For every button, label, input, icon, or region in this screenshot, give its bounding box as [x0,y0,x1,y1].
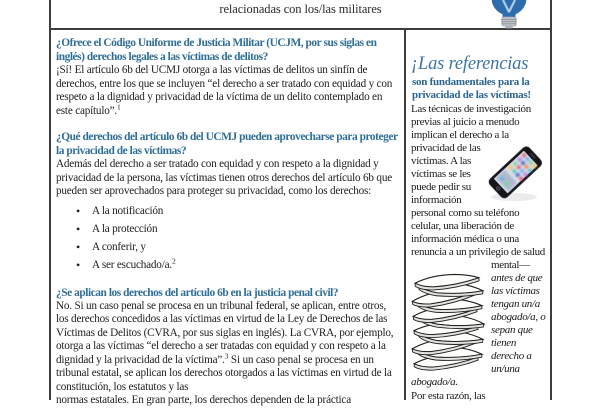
bullet-item-text: A ser escuchado/a. [92,258,172,271]
page-frame [49,0,552,406]
content-row [51,30,550,406]
sidebar-closing-line: Por esta razón, las [411,390,486,402]
footnote-ref-2: 2 [171,255,176,265]
clipped-bottom-line: normas estatales. En gran parte, los derechos dependen de la práctica [56,394,351,406]
footnote-ref-1: 1 [117,101,121,111]
page-header [51,0,550,30]
answer-1-text: ¡Sí! El artículo 6b del UCMJ otorga a las víctimas de delitos un sinfín de derechos, entre los que se incluyen “el derecho a ser tratado con equidad y con respeto a la dignidad y privacidad de la víctima de un delito contemplado en este capítulo”. [56,64,393,117]
header-title: relacionadas con los/las militares [219,2,382,16]
bullet-item [92,256,398,274]
sidebar-subtitle: son fundamentales para la privacidad de las víctimas! [412,76,531,101]
sidebar-column [406,30,550,400]
answer-2: Además del derecho a ser tratado con equidad y con respeto a la dignidad y privacidad de la persona, las víctimas tienen otros derechos del artículo 6b que pueden ser aprovechados para proteger su privacidad, como los derechos: [56,158,392,197]
question-3: ¿Se aplican los derechos del artículo 6b en la justicia penal civil? [56,286,339,299]
bullet-item: • A conferir, y [92,238,398,256]
main-column [51,30,406,406]
footnote-ref-3: 3 [224,350,229,360]
paper-stack-illustration [409,261,487,373]
smartphone-photo [483,142,547,204]
lightbulb-icon [491,0,527,29]
question-2: ¿Qué derechos del artículo 6b del UCMJ pueden aprovecharse para proteger la privacidad de las víctimas? [56,131,398,157]
sidebar-body [411,103,547,403]
sidebar-text-a: Las técnicas de investigación previas al juicio a menudo implican el derecho a la [411,103,531,141]
sidebar-text-b: privacidad de las víctimas. A las víctimas se les puede pedir su información personal como su teléfono celular, una liberación de información médica o una renuncia a un privilegio de salud mental— [411,142,545,271]
answer-3 [56,300,398,395]
rights-bullet-list [56,202,398,274]
bullet-item: • A la protección [92,220,398,238]
answer-1 [56,64,398,118]
question-1: ¿Ofrece el Código Uniforme de Justicia Militar (UCJM, por sus siglas en inglés) derechos legales a las víctimas de delitos? [56,37,377,63]
bullet-item: • A la notificación [92,202,398,220]
sidebar-italic-note: antes de que las víctimas tengan un/a abogado/a, o sepan que tienen derecho a un/una abogado/a. [411,272,546,388]
answer-3-text-b: Si un caso penal se procesa en un tribunal estatal, se aplican los derechos otorgados a las víctimas en virtud de la constitución, los estatutos y las [56,353,392,393]
sidebar-title: ¡Las referencias [411,54,529,74]
answer-3-text-a: No. Si un caso penal se procesa en un tribunal federal, se aplican, entre otros, los derechos concedidos a las víctimas en virtud de la Ley de Derechos de las Víctimas de Delitos (CVRA, por sus siglas en inglés). La CVRA, por ejemplo, otorga a las víctimas “el derecho a ser tratadas con equidad y con respeto a la dignidad y la privacidad de la víctima”. [56,299,394,366]
